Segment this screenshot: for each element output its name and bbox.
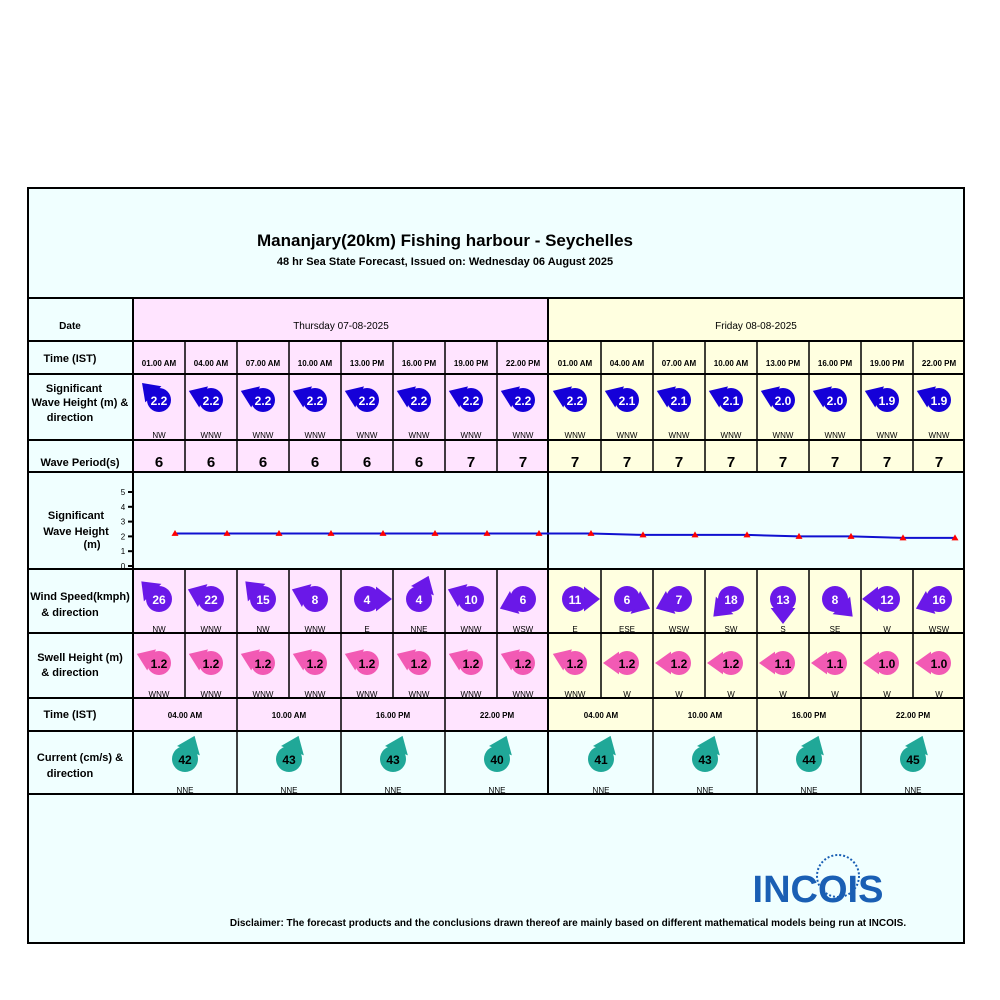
swell-direction-label: WNW	[356, 690, 378, 699]
current-time-cell: 16.00 PM	[375, 711, 411, 720]
current-direction-label: NNE	[384, 786, 402, 795]
wave-height-value: 2.1	[722, 394, 740, 408]
swell-direction-label: W	[675, 690, 683, 699]
swell-height-value: 1.0	[878, 657, 896, 671]
swell-direction-label: W	[935, 690, 943, 699]
wave-direction-label: WNW	[564, 431, 586, 440]
time-cell: 22.00 PM	[921, 359, 957, 368]
y-tick-label: 0	[120, 562, 126, 571]
wave-period-value: 7	[570, 454, 580, 471]
wave-direction-label: WNW	[356, 431, 378, 440]
wind-direction-label: WNW	[304, 625, 326, 634]
current-time-cell: 04.00 AM	[583, 711, 619, 720]
wind-direction-label: W	[883, 625, 891, 634]
wind-speed-value: 7	[675, 593, 683, 607]
wind-speed-value: 26	[152, 593, 166, 607]
label-graph-3: (m)	[83, 539, 101, 551]
wave-height-value: 2.1	[670, 394, 688, 408]
wave-period-value: 7	[882, 454, 892, 471]
label-swell-2: & direction	[41, 667, 99, 679]
wave-direction-label: WNW	[824, 431, 846, 440]
current-direction-label: NNE	[696, 786, 714, 795]
band-day2-time	[548, 341, 963, 374]
current-speed-value: 44	[802, 753, 816, 767]
wind-direction-label: WSW	[512, 625, 534, 634]
swell-direction-label: WNW	[512, 690, 534, 699]
wave-height-value: 2.1	[618, 394, 636, 408]
swell-direction-label: W	[831, 690, 839, 699]
label-time-2: Time (IST)	[43, 709, 97, 721]
wind-speed-value: 6	[623, 593, 631, 607]
wind-direction-label: NW	[256, 625, 270, 634]
swell-height-value: 1.2	[358, 657, 376, 671]
label-swell-1: Swell Height (m)	[37, 652, 123, 664]
wave-direction-label: WNW	[876, 431, 898, 440]
current-time-cell: 10.00 AM	[271, 711, 307, 720]
current-direction-label: NNE	[176, 786, 194, 795]
time-cell: 10.00 AM	[713, 359, 749, 368]
wave-direction-label: WNW	[720, 431, 742, 440]
current-speed-value: 43	[386, 753, 400, 767]
wave-direction-label: WNW	[200, 431, 222, 440]
wave-period-value: 6	[258, 454, 268, 471]
swell-direction-label: W	[623, 690, 631, 699]
day-header-1: Thursday 07-08-2025	[293, 321, 389, 332]
wind-direction-label: WSW	[928, 625, 950, 634]
wave-period-value: 6	[310, 454, 320, 471]
y-tick-label: 5	[120, 488, 126, 497]
wave-period-value: 7	[674, 454, 684, 471]
swell-direction-label: W	[727, 690, 735, 699]
wave-direction-label: WNW	[408, 431, 430, 440]
wind-speed-value: 16	[932, 593, 946, 607]
wind-direction-label: S	[780, 625, 786, 634]
swell-direction-label: WNW	[564, 690, 586, 699]
current-speed-value: 41	[594, 753, 608, 767]
wind-speed-value: 4	[415, 593, 423, 607]
current-speed-value: 43	[698, 753, 712, 767]
swell-height-value: 1.2	[618, 657, 636, 671]
current-time-cell: 22.00 PM	[895, 711, 931, 720]
page-subtitle: 48 hr Sea State Forecast, Issued on: Wednesday 06 August 2025	[276, 256, 614, 268]
time-cell: 22.00 PM	[505, 359, 541, 368]
current-direction-label: NNE	[488, 786, 506, 795]
time-cell: 16.00 PM	[401, 359, 437, 368]
time-cell: 19.00 PM	[869, 359, 905, 368]
wave-height-value: 2.2	[202, 394, 220, 408]
band-day2-date	[548, 298, 963, 341]
swell-direction-label: WNW	[304, 690, 326, 699]
wind-direction-label: E	[364, 625, 370, 634]
wave-height-value: 2.2	[514, 394, 532, 408]
band-day1-date	[133, 298, 548, 341]
wave-period-value: 7	[726, 454, 736, 471]
wave-direction-label: WNW	[772, 431, 794, 440]
swell-height-value: 1.0	[930, 657, 948, 671]
wave-direction-label: WNW	[616, 431, 638, 440]
disclaimer: Disclaimer: The forecast products and the conclusions drawn thereof are mainly based on different mathematical models being run at INCOIS.	[229, 918, 907, 929]
current-direction-label: NNE	[592, 786, 610, 795]
label-date: Date	[59, 321, 81, 332]
wave-height-value: 2.2	[358, 394, 376, 408]
swell-height-value: 1.2	[254, 657, 272, 671]
swell-height-value: 1.2	[202, 657, 220, 671]
wave-height-value: 2.2	[150, 394, 168, 408]
wind-speed-value: 18	[724, 593, 738, 607]
time-cell: 07.00 AM	[661, 359, 697, 368]
wind-direction-label: NW	[152, 625, 166, 634]
swell-direction-label: WNW	[408, 690, 430, 699]
label-current-1: Current (cm/s) &	[36, 752, 124, 764]
time-cell: 19.00 PM	[453, 359, 489, 368]
label-wave-height-2: Wave Height (m) &	[31, 397, 129, 409]
swell-direction-label: WNW	[148, 690, 170, 699]
wave-height-value: 2.2	[566, 394, 584, 408]
band-day2-period	[548, 440, 963, 472]
wave-period-value: 6	[206, 454, 216, 471]
swell-height-value: 1.2	[722, 657, 740, 671]
wave-period-value: 7	[518, 454, 528, 471]
wave-direction-label: WNW	[304, 431, 326, 440]
time-cell: 13.00 PM	[765, 359, 801, 368]
swell-height-value: 1.1	[774, 657, 792, 671]
swell-direction-label: W	[779, 690, 787, 699]
wave-height-value: 2.2	[410, 394, 428, 408]
swell-direction-label: WNW	[252, 690, 274, 699]
current-direction-label: NNE	[280, 786, 298, 795]
wind-direction-label: E	[572, 625, 578, 634]
swell-height-value: 1.2	[150, 657, 168, 671]
wave-height-value: 1.9	[930, 394, 948, 408]
current-speed-value: 42	[178, 753, 192, 767]
label-graph-2: Wave Height	[43, 526, 109, 538]
wave-period-value: 6	[154, 454, 164, 471]
current-time-cell: 10.00 AM	[687, 711, 723, 720]
wind-direction-label: SE	[829, 625, 841, 634]
wind-speed-value: 12	[880, 593, 894, 607]
wave-period-value: 7	[830, 454, 840, 471]
label-graph-1: Significant	[47, 510, 105, 522]
day-header-2: Friday 08-08-2025	[715, 321, 797, 332]
wave-direction-label: WNW	[460, 431, 482, 440]
wind-speed-value: 15	[256, 593, 270, 607]
swell-height-value: 1.1	[826, 657, 844, 671]
wave-period-value: 6	[414, 454, 424, 471]
swell-height-value: 1.2	[670, 657, 688, 671]
wind-speed-value: 11	[568, 593, 582, 607]
wind-speed-value: 22	[204, 593, 218, 607]
wave-height-value: 2.2	[254, 394, 272, 408]
label-wave-height-1: Significant	[45, 383, 103, 395]
wave-height-value: 2.2	[462, 394, 480, 408]
wind-speed-value: 4	[363, 593, 371, 607]
wave-height-value: 1.9	[878, 394, 896, 408]
wind-speed-value: 8	[831, 593, 839, 607]
current-direction-label: NNE	[904, 786, 922, 795]
current-direction-label: NNE	[800, 786, 818, 795]
swell-direction-label: WNW	[460, 690, 482, 699]
wave-period-value: 6	[362, 454, 372, 471]
label-current-2: direction	[46, 768, 94, 780]
wave-height-value: 2.0	[826, 394, 844, 408]
time-cell: 16.00 PM	[817, 359, 853, 368]
wave-direction-label: WNW	[928, 431, 950, 440]
label-wind-2: & direction	[41, 607, 99, 619]
time-cell: 13.00 PM	[349, 359, 385, 368]
wind-direction-label: WSW	[668, 625, 690, 634]
label-time: Time (IST)	[43, 353, 97, 365]
swell-direction-label: W	[883, 690, 891, 699]
label-wave-period: Wave Period(s)	[40, 457, 120, 469]
current-time-cell: 16.00 PM	[791, 711, 827, 720]
band-day2-wind	[548, 569, 963, 633]
time-cell: 10.00 AM	[297, 359, 333, 368]
band-day1-graph	[133, 472, 548, 569]
time-cell: 07.00 AM	[245, 359, 281, 368]
swell-height-value: 1.2	[514, 657, 532, 671]
wind-direction-label: WNW	[460, 625, 482, 634]
time-cell: 04.00 AM	[609, 359, 645, 368]
y-tick-label: 1	[120, 547, 126, 557]
current-time-cell: 22.00 PM	[479, 711, 515, 720]
swell-height-value: 1.2	[566, 657, 584, 671]
page-title: Mananjary(20km) Fishing harbour - Seychelles	[256, 231, 634, 250]
swell-direction-label: WNW	[200, 690, 222, 699]
label-wave-height-3: direction	[46, 412, 94, 424]
time-cell: 04.00 AM	[193, 359, 229, 368]
wind-speed-value: 10	[464, 593, 478, 607]
wave-period-value: 7	[934, 454, 944, 471]
logo-text: INCOIS	[752, 869, 884, 911]
swell-height-value: 1.2	[462, 657, 480, 671]
current-time-cell: 04.00 AM	[167, 711, 203, 720]
wind-direction-label: SW	[724, 625, 738, 634]
wave-direction-label: NW	[152, 431, 166, 440]
swell-height-value: 1.2	[306, 657, 324, 671]
current-speed-value: 43	[282, 753, 296, 767]
label-wind-1: Wind Speed(kmph)	[30, 591, 130, 603]
y-tick-label: 4	[120, 502, 126, 512]
wave-period-value: 7	[622, 454, 632, 471]
wave-period-value: 7	[778, 454, 788, 471]
y-tick-label: 3	[120, 517, 126, 527]
wave-direction-label: WNW	[252, 431, 274, 440]
wind-direction-label: WNW	[200, 625, 222, 634]
band-day2-graph	[548, 472, 963, 569]
wave-period-value: 7	[466, 454, 476, 471]
wave-direction-label: WNW	[512, 431, 534, 440]
wave-height-value: 2.2	[306, 394, 324, 408]
wind-speed-value: 13	[776, 593, 790, 607]
wind-direction-label: NNE	[410, 625, 428, 634]
time-cell: 01.00 AM	[557, 359, 593, 368]
y-tick-label: 2	[120, 532, 126, 542]
wave-height-value: 2.0	[774, 394, 792, 408]
swell-height-value: 1.2	[410, 657, 428, 671]
time-cell: 01.00 AM	[141, 359, 177, 368]
wind-speed-value: 6	[519, 593, 527, 607]
wind-direction-label: ESE	[618, 625, 636, 634]
current-speed-value: 45	[906, 753, 920, 767]
wind-speed-value: 8	[311, 593, 319, 607]
current-speed-value: 40	[490, 753, 504, 767]
wave-direction-label: WNW	[668, 431, 690, 440]
band-day2-wave	[548, 374, 963, 440]
